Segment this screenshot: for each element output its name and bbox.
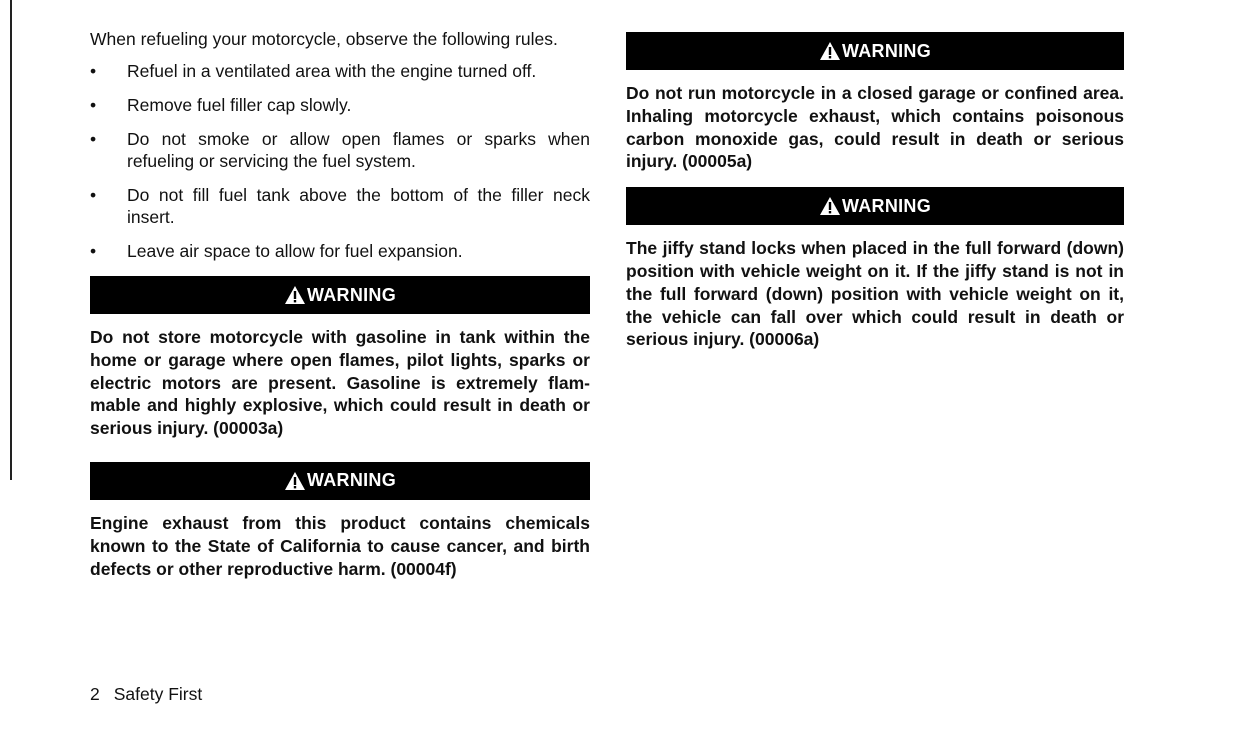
list-item: • Do not smoke or allow open flames or sparks when refueling or servicing the fuel system. bbox=[90, 129, 590, 171]
left-column bbox=[90, 28, 590, 580]
right-column bbox=[626, 32, 1124, 351]
warning-block bbox=[626, 32, 1124, 173]
warning-triangle-icon bbox=[819, 41, 841, 61]
bullet: • bbox=[90, 95, 97, 115]
warning-banner: WARNING bbox=[90, 276, 590, 314]
warning-block bbox=[626, 187, 1124, 351]
warning-text: Do not run motorcycle in a closed garage or confined area. Inhaling motorcycle exhaust, which contains poisonous carbon monoxide gas, could result in death or serious injury. (00005a) bbox=[626, 83, 1124, 172]
warning-banner: WARNING bbox=[90, 462, 590, 500]
warning-text: Engine exhaust from this product contains chemicals known to the State of California to cause cancer, and birth defects or other reproductive harm. (00004f) bbox=[90, 512, 590, 579]
warning-triangle-icon bbox=[284, 285, 306, 305]
refuel-rules-list bbox=[90, 60, 590, 262]
warning-text: Do not store motorcycle with gasoline in tank within the home or garage where open flames, pilot lights, sparks or electric motors are present. Gasoline is extremely flam-mable and highly explosive, which could result in death or serious injury. (00003a) bbox=[90, 327, 590, 439]
page-number: 2 bbox=[90, 684, 100, 704]
list-item: • Refuel in a ventilated area with the engine turned off. bbox=[90, 61, 537, 81]
warning-banner: WARNING bbox=[626, 187, 1124, 225]
warning-triangle-icon bbox=[284, 471, 306, 491]
list-item: • Do not fill fuel tank above the bottom of the filler neck insert. bbox=[90, 185, 590, 227]
bullet: • bbox=[90, 61, 97, 81]
warning-triangle-icon bbox=[819, 196, 841, 216]
intro-text: When refueling your motorcycle, observe the following rules. bbox=[90, 29, 558, 49]
bullet: • bbox=[90, 241, 97, 261]
warning-block bbox=[90, 462, 590, 580]
page-footer bbox=[90, 684, 202, 705]
bullet: • bbox=[90, 185, 97, 205]
list-item: • Leave air space to allow for fuel expansion. bbox=[90, 241, 463, 261]
bullet: • bbox=[90, 129, 97, 149]
section-title: Safety First bbox=[113, 684, 203, 704]
warning-block bbox=[90, 276, 590, 440]
warning-text: The jiffy stand locks when placed in the full forward (down) position with vehicle weight on it. If the jiffy stand is not in the full forward (down) position with vehicle weight on it, the vehicle can fall over which could result in death or serious injury. (00006a) bbox=[626, 238, 1124, 350]
scan-margin-line bbox=[10, 0, 12, 480]
warning-banner: WARNING bbox=[626, 32, 1124, 70]
list-item: • Remove fuel filler cap slowly. bbox=[90, 95, 352, 115]
